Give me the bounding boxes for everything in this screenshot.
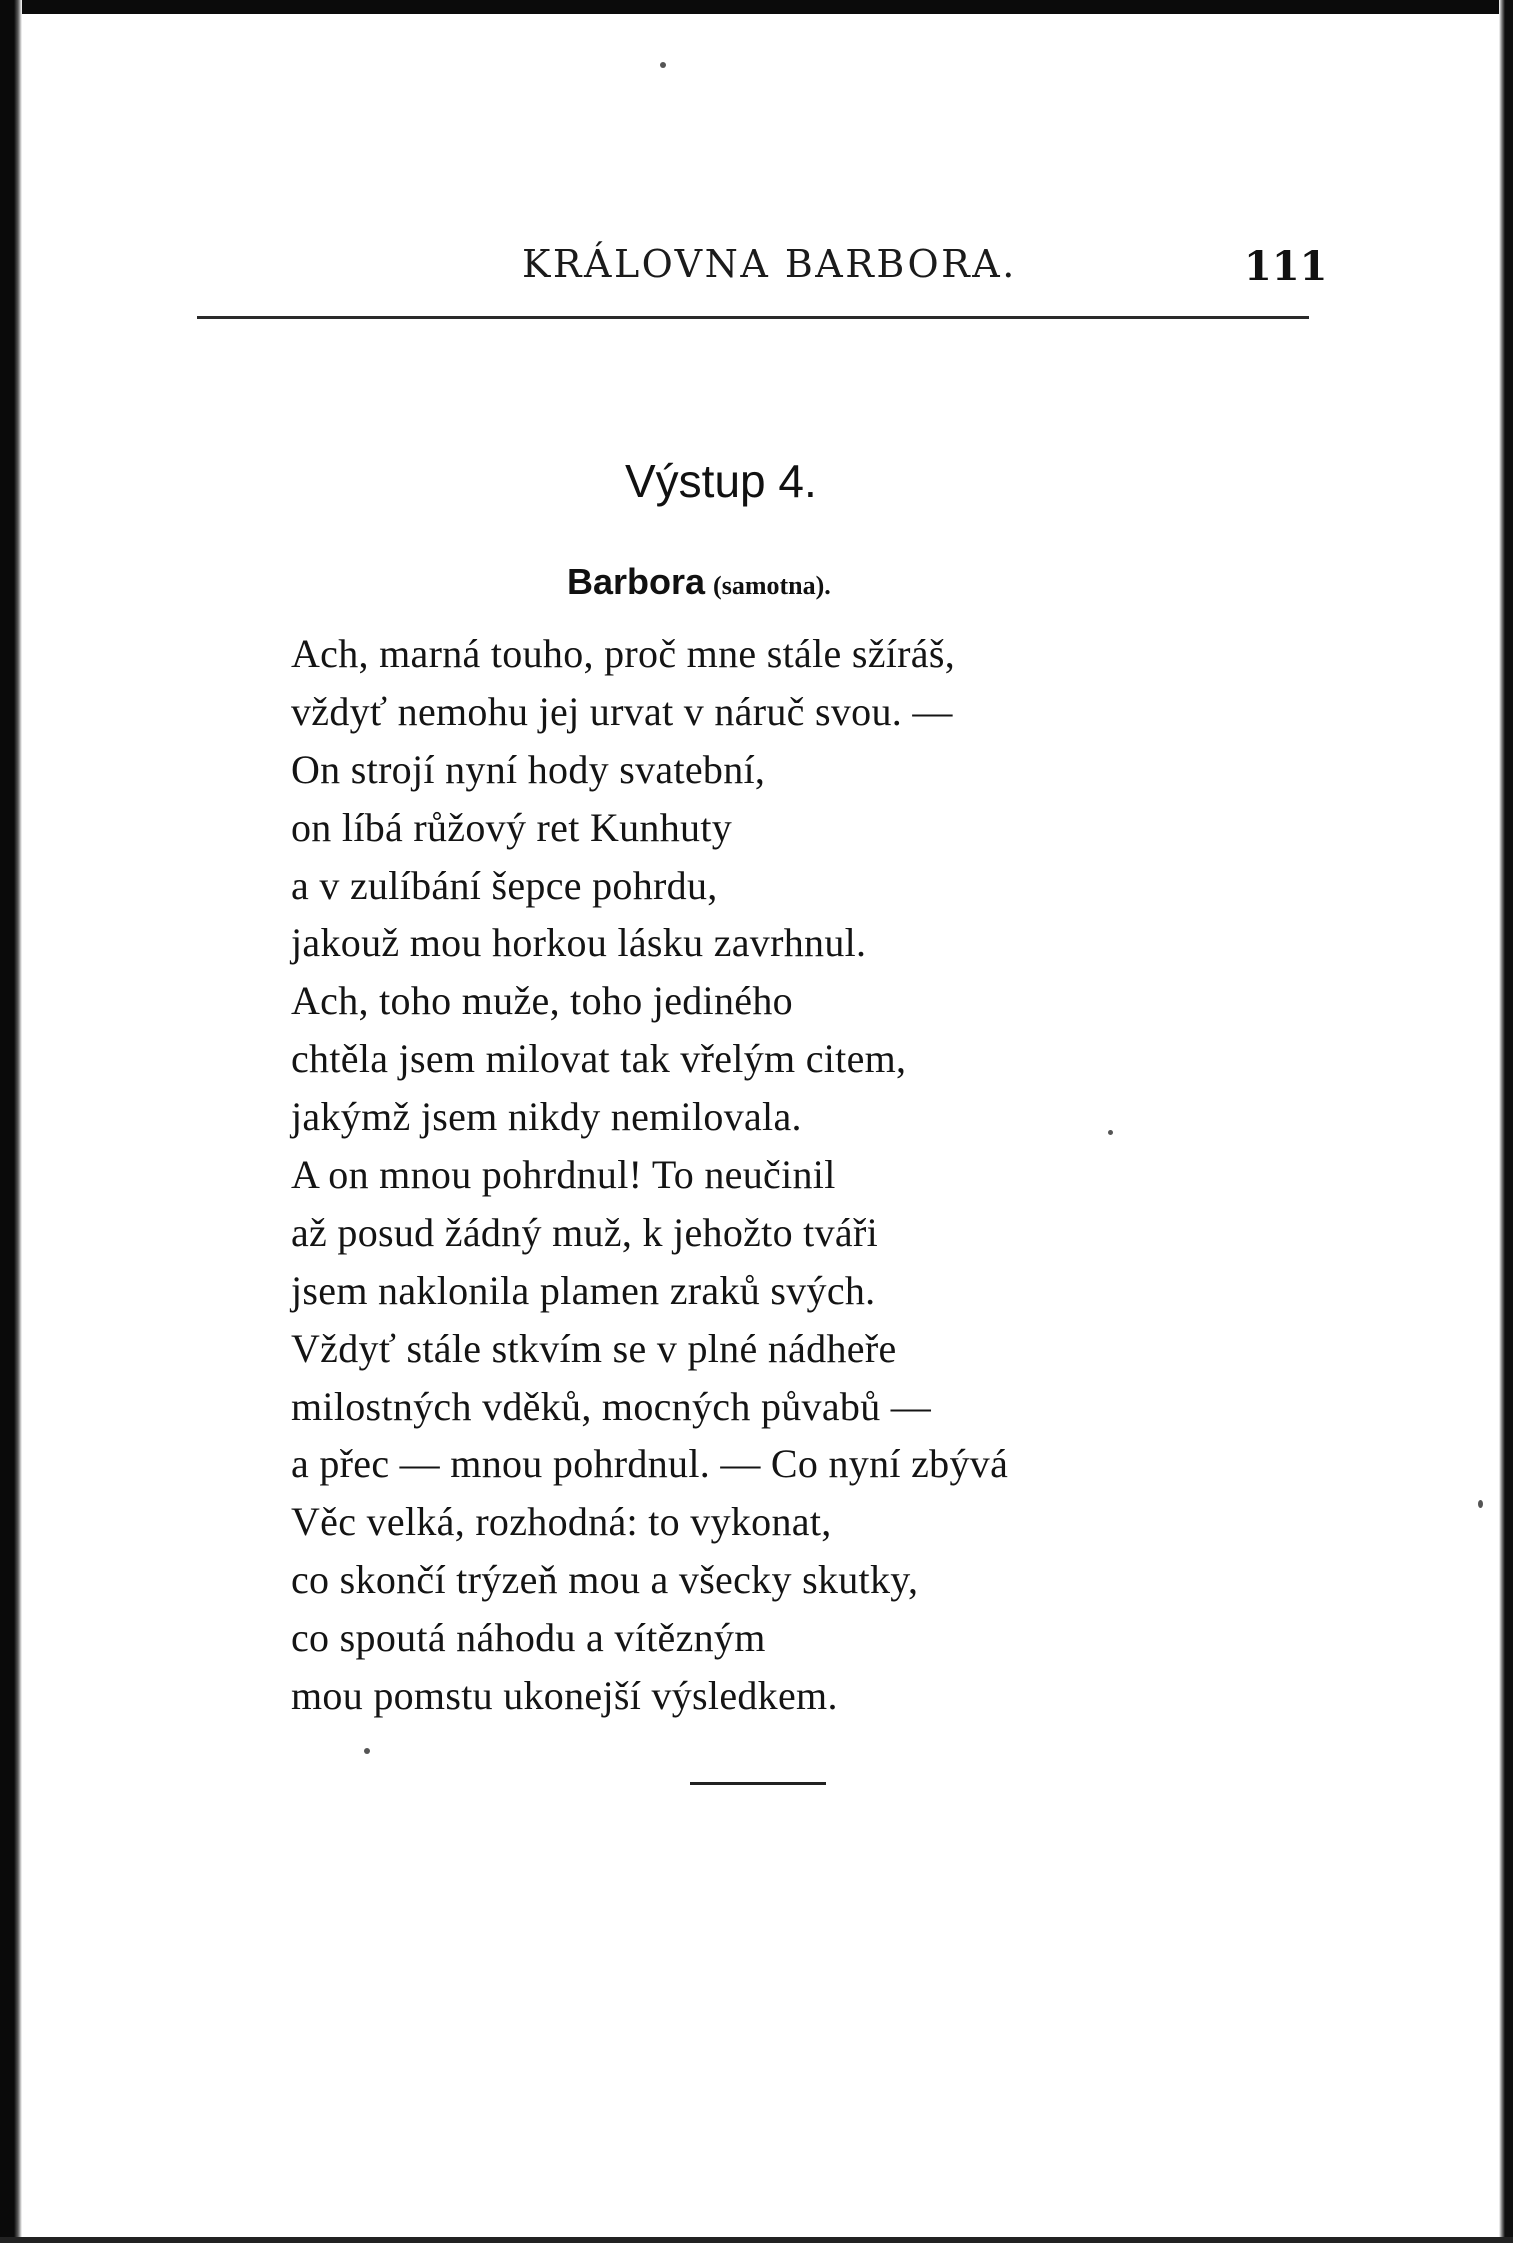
verse-line: a přec — mnou pohrdnul. — Co nyní zbývá (291, 1441, 1009, 1487)
verse-line: Vždyť stále stkvím se v plné nádheře (291, 1325, 897, 1371)
verse-line: vždyť nemohu jej urvat v náruč svou. — (291, 688, 953, 734)
verse-line: On strojí nyní hody svatební, (291, 746, 766, 792)
scan-border-bottom (0, 2237, 1513, 2243)
scan-border-top (0, 0, 1513, 14)
scan-speck (364, 1748, 370, 1754)
page-number: 111 (1244, 243, 1328, 290)
verse-line: Věc velká, rozhodná: to vykonat, (291, 1499, 832, 1545)
verse-line: A on mnou pohrdnul! To neučinil (291, 1152, 836, 1198)
verse-block (291, 625, 1291, 1725)
verse-line: jakouž mou horkou lásku zavrhnul. (291, 920, 867, 966)
verse-line: chtěla jsem milovat tak vřelým citem, (291, 1036, 907, 1082)
scan-speck (660, 62, 666, 68)
verse-line: on líbá růžový ret Kunhuty (291, 804, 733, 850)
verse-line: jsem naklonila plamen zraků svých. (291, 1267, 876, 1313)
scene-title: Výstup 4. (625, 455, 817, 507)
section-end-rule (690, 1782, 826, 1785)
running-title: KRÁLOVNA BARBORA. (522, 242, 1017, 286)
verse-line: co spoutá náhodu a vítězným (291, 1615, 766, 1661)
scan-border-left (0, 0, 22, 2243)
verse-line: co skončí trýzeň mou a všecky skutky, (291, 1557, 919, 1603)
stage-direction: (samotna). (713, 571, 831, 600)
verse-line: milostných vděků, mocných půvabů — (291, 1383, 932, 1429)
verse-line: Ach, marná touho, proč mne stále sžíráš, (291, 631, 956, 676)
header-rule (197, 316, 1309, 319)
verse-line: a v zulíbání šepce pohrdu, (291, 862, 718, 908)
verse-line: Ach, toho muže, toho jediného (291, 978, 793, 1024)
speaker-name: Barbora (567, 561, 706, 602)
scan-border-right (1499, 0, 1513, 2243)
speaker-heading (567, 561, 831, 603)
verse-line: až posud žádný muž, k jehožto tváři (291, 1209, 878, 1255)
verse-line: jakýmž jsem nikdy nemilovala. (291, 1094, 802, 1140)
verse-line: mou pomstu ukonejší výsledkem. (291, 1673, 838, 1719)
scan-speck (1478, 1500, 1483, 1508)
